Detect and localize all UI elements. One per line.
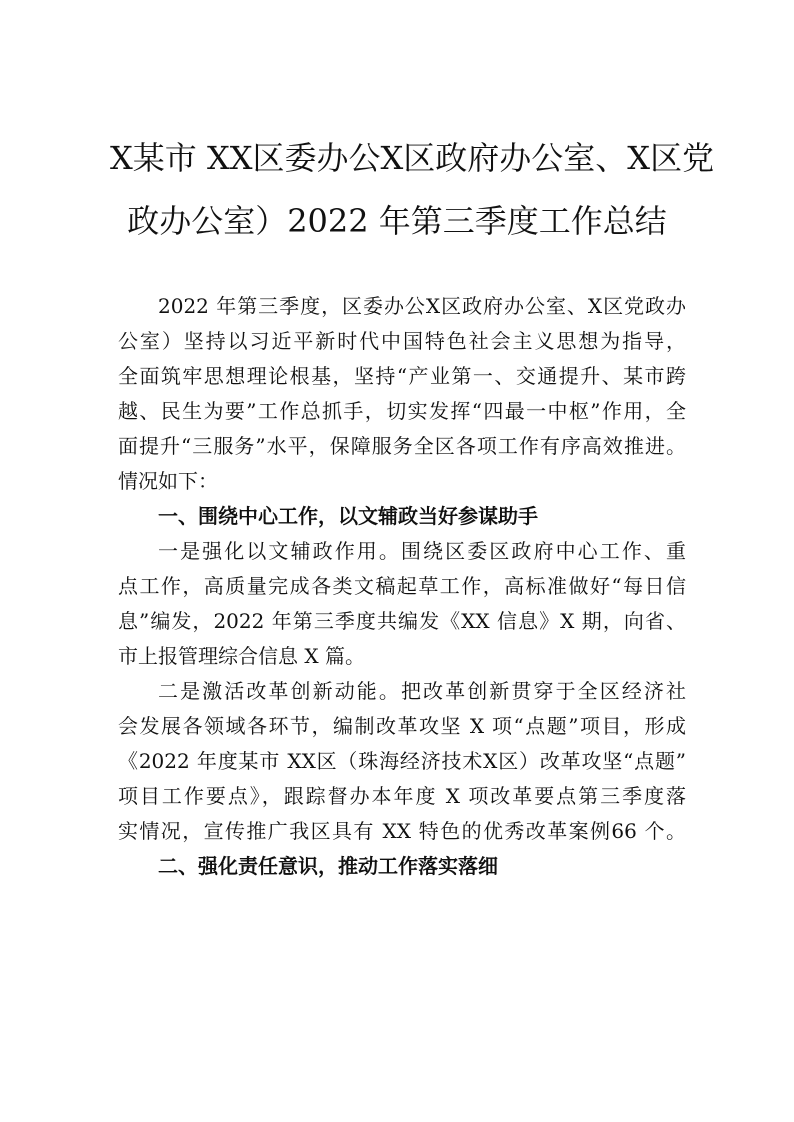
document-title-line-2: 政办公室）2022 年第三季度工作总结	[127, 202, 667, 240]
body-line: 越、民生为要”工作总抓手，切实发挥“四最一中枢”作用，全	[118, 399, 686, 423]
document-title-line-1: X某市 XX区委办公X区政府办公室、X区党	[110, 139, 715, 177]
body-line: 二是激活改革创新动能。把改革创新贯穿于全区经济社	[158, 679, 686, 703]
body-line: 市上报管理综合信息 X 篇。	[118, 644, 365, 668]
body-line: 息”编发，2022 年第三季度共编发《XX 信息》X 期，向省、	[118, 609, 686, 633]
body-line: 情况如下：	[118, 469, 218, 493]
body-line: 面提升“三服务”水平，保障服务全区各项工作有序高效推进。	[118, 434, 686, 458]
body-line: 公室）坚持以习近平新时代中国特色社会主义思想为指导，	[118, 329, 686, 353]
body-line: 项目工作要点》，跟踪督办本年度 X 项改革要点第三季度落	[118, 784, 686, 808]
body-line: 实情况，宣传推广我区具有 XX 特色的优秀改革案例66 个。	[118, 819, 686, 843]
body-line: 《2022 年度某市 XX区（珠海经济技术X区）改革攻坚“点题”	[118, 749, 686, 773]
body-line: 点工作，高质量完成各类文稿起草工作，高标准做好“每日信	[118, 574, 686, 598]
body-line: 一是强化以文辅政作用。围绕区委区政府中心工作、重	[158, 539, 686, 563]
document-body	[118, 289, 686, 884]
body-line: 2022 年第三季度，区委办公X区政府办公室、X区党政办	[158, 294, 686, 318]
body-line: 全面筑牢思想理论根基，坚持“产业第一、交通提升、某市跨	[118, 364, 686, 388]
body-line: 会发展各领域各环节，编制改革攻坚 X 项“点题”项目，形成	[118, 714, 686, 738]
section-heading: 一、围绕中心工作，以文辅政当好参谋助手	[158, 504, 538, 528]
section-heading: 二、强化责任意识，推动工作落实落细	[158, 854, 498, 878]
